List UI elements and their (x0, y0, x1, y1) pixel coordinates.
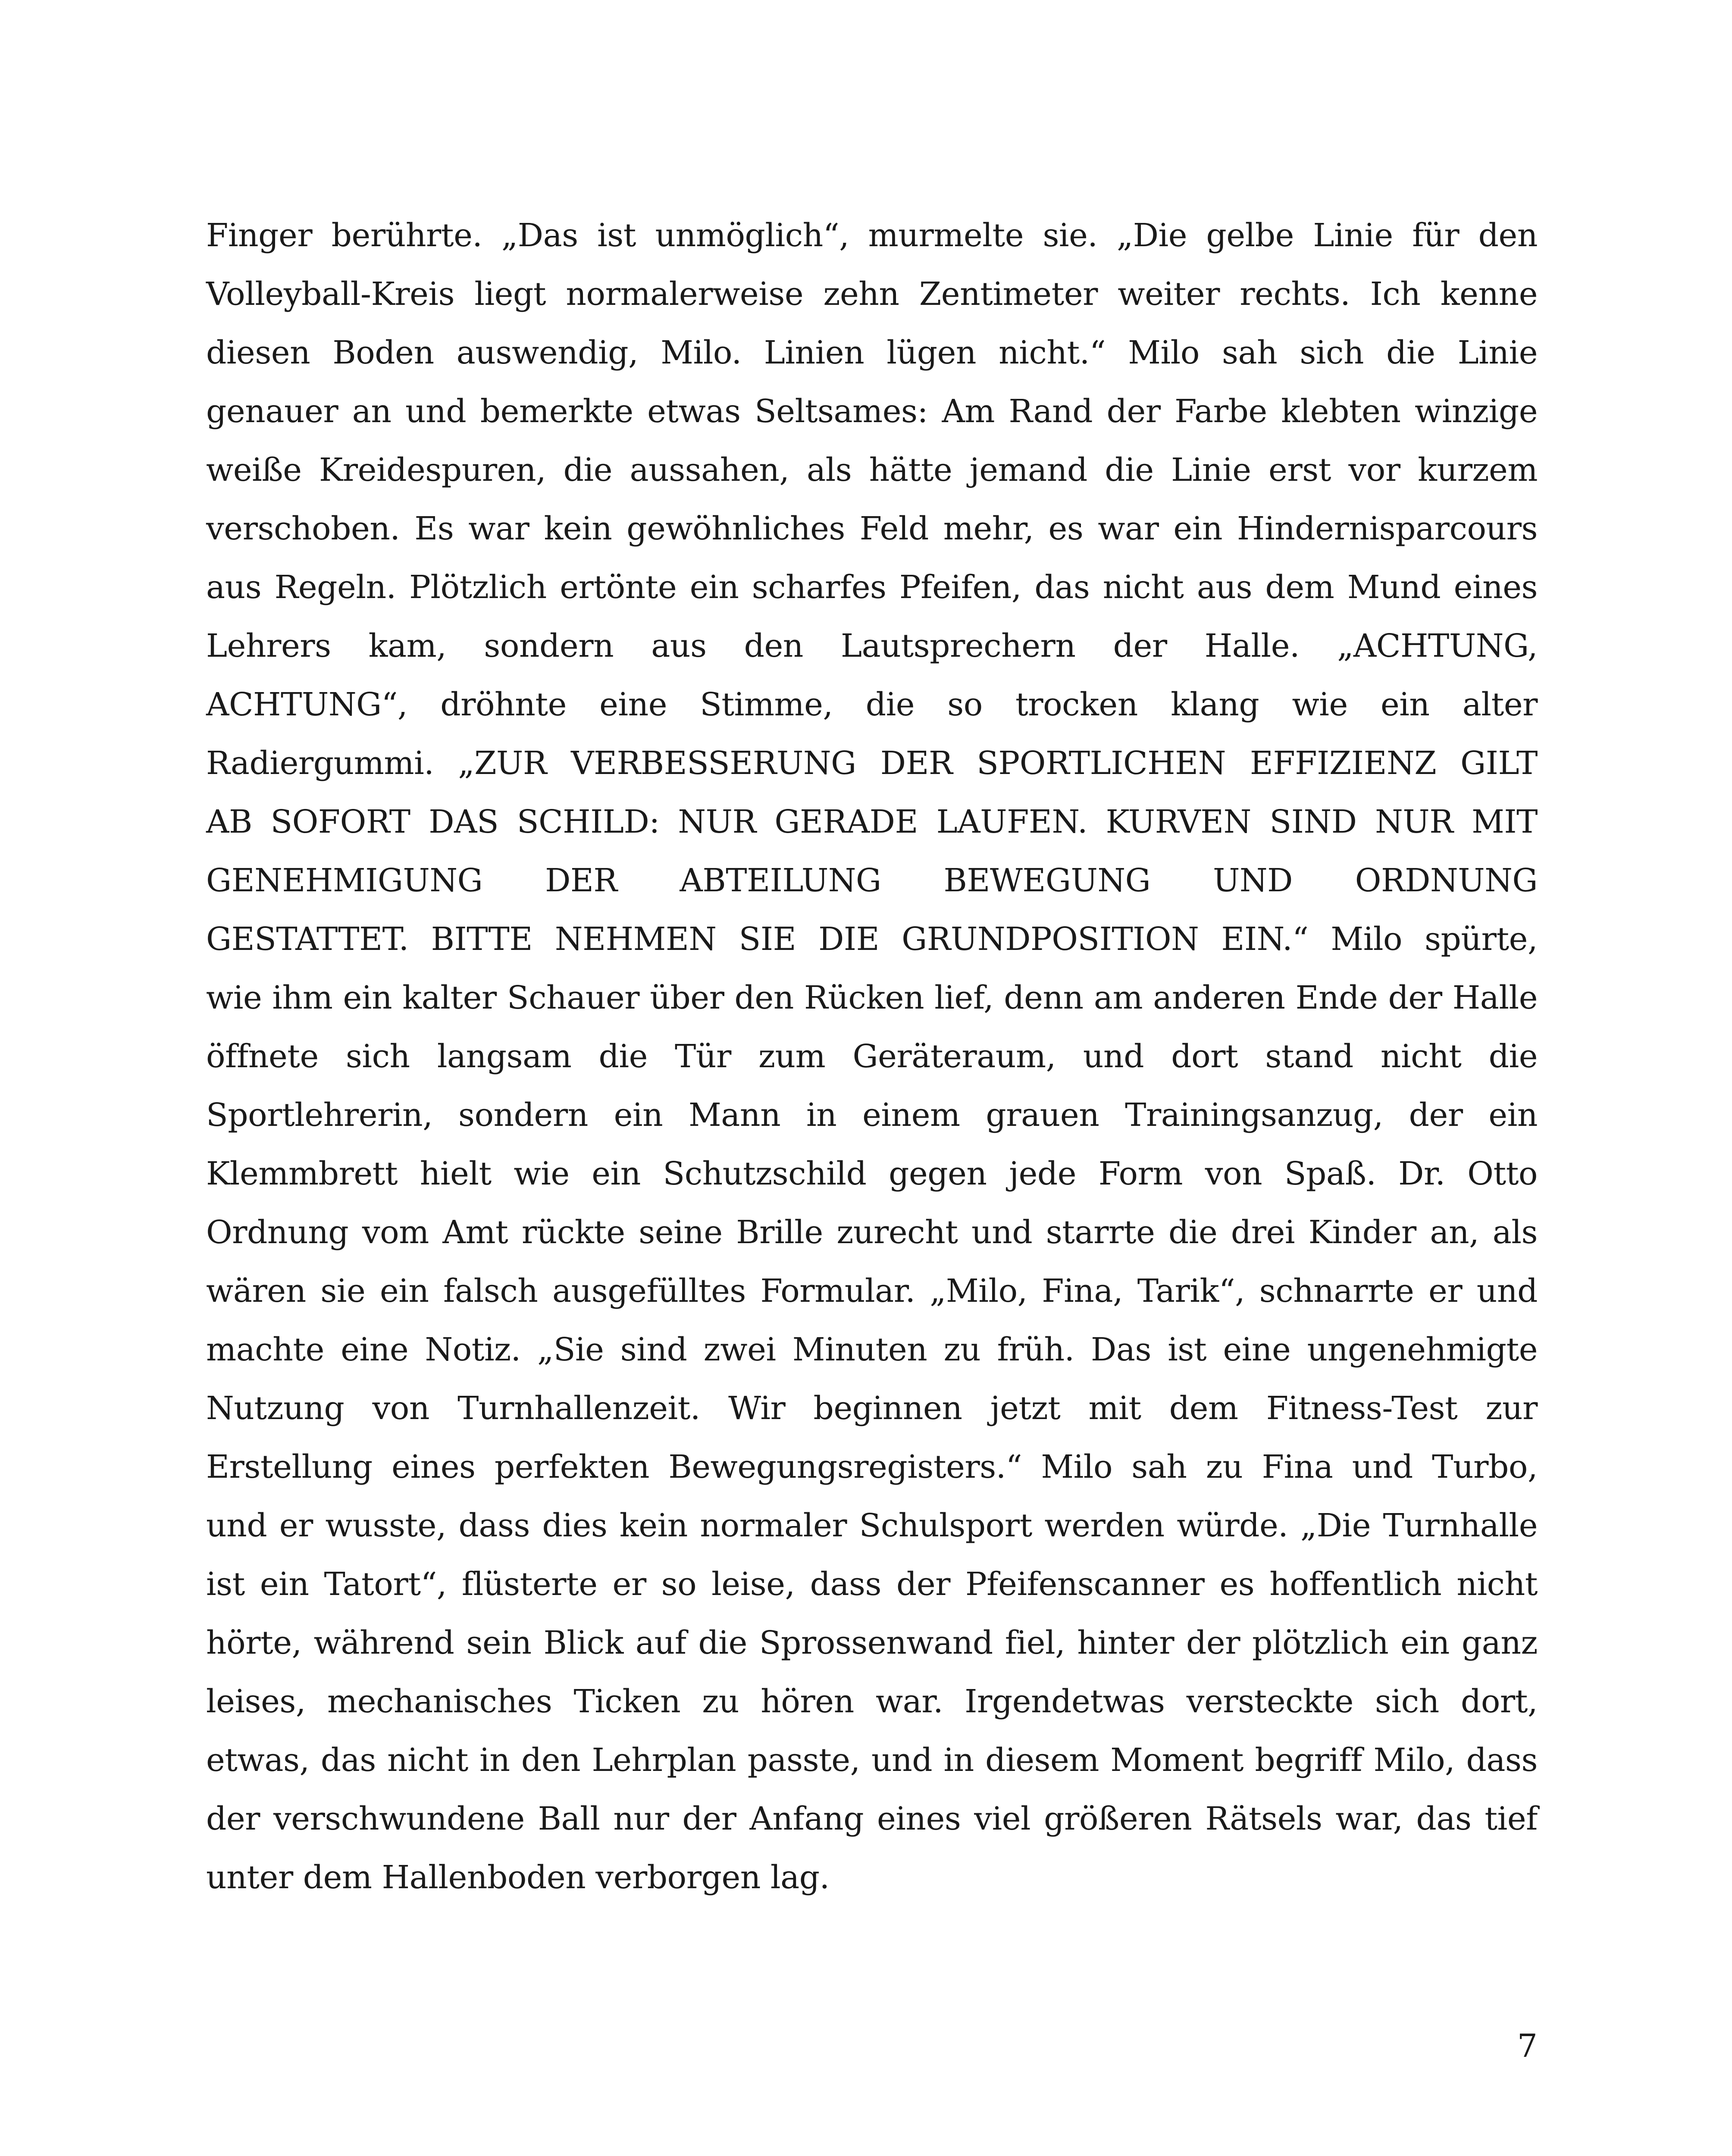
text-line: Radiergummi. „ZUR VERBESSERUNG DER SPORTLICHEN EFFIZIENZ GILT (206, 745, 1538, 782)
text-line: Volleyball-Kreis liegt normalerweise zehn Zentimeter weiter rechts. Ich kenne (206, 276, 1538, 313)
body-paragraph (206, 206, 1538, 1907)
text-line: ACHTUNG“, dröhnte eine Stimme, die so trocken klang wie ein alter (206, 686, 1538, 723)
text-line: GESTATTET. BITTE NEHMEN SIE DIE GRUNDPOSITION EIN.“ Milo spürte, (206, 921, 1538, 958)
text-line: Klemmbrett hielt wie ein Schutzschild gegen jede Form von Spaß. Dr. Otto (206, 1155, 1538, 1192)
page-number: 7 (1517, 2028, 1538, 2065)
text-line: Lehrers kam, sondern aus den Lautsprechern der Halle. „ACHTUNG, (206, 627, 1538, 664)
text-line: öffnete sich langsam die Tür zum Geräteraum, und dort stand nicht die (206, 1038, 1538, 1075)
text-line: GENEHMIGUNG DER ABTEILUNG BEWEGUNG UND ORDNUNG (206, 862, 1538, 899)
text-line: aus Regeln. Plötzlich ertönte ein scharfes Pfeifen, das nicht aus dem Mund eines (206, 569, 1538, 606)
text-line: machte eine Notiz. „Sie sind zwei Minuten zu früh. Das ist eine ungenehmigte (206, 1331, 1538, 1368)
text-line: Nutzung von Turnhallenzeit. Wir beginnen jetzt mit dem Fitness-Test zur (206, 1390, 1538, 1427)
text-line: Erstellung eines perfekten Bewegungsregisters.“ Milo sah zu Fina und Turbo, (206, 1448, 1538, 1485)
text-line: verschoben. Es war kein gewöhnliches Feld mehr, es war ein Hindernisparcours (206, 510, 1538, 547)
text-line: AB SOFORT DAS SCHILD: NUR GERADE LAUFEN. KURVEN SIND NUR MIT (206, 803, 1538, 840)
text-line: leises, mechanisches Ticken zu hören war. Irgendetwas versteckte sich dort, (206, 1683, 1538, 1720)
text-line: weiße Kreidespuren, die aussahen, als hätte jemand die Linie erst vor kurzem (206, 451, 1538, 489)
text-line: Ordnung vom Amt rückte seine Brille zurecht und starrte die drei Kinder an, als (206, 1214, 1538, 1251)
text-line: ist ein Tatort“, flüsterte er so leise, dass der Pfeifenscanner es hoffentlich nicht (206, 1566, 1538, 1603)
text-line: der verschwundene Ball nur der Anfang eines viel größeren Rätsels war, das tief (206, 1800, 1538, 1837)
text-line: Sportlehrerin, sondern ein Mann in einem grauen Trainingsanzug, der ein (206, 1097, 1538, 1134)
text-line: unter dem Hallenboden verborgen lag. (206, 1859, 830, 1896)
text-line: hörte, während sein Blick auf die Sprossenwand fiel, hinter der plötzlich ein ganz (206, 1624, 1538, 1661)
text-line: Finger berührte. „Das ist unmöglich“, murmelte sie. „Die gelbe Linie für den (206, 217, 1538, 254)
text-line: wie ihm ein kalter Schauer über den Rücken lief, denn am anderen Ende der Halle (206, 979, 1538, 1016)
text-line: diesen Boden auswendig, Milo. Linien lügen nicht.“ Milo sah sich die Linie (206, 334, 1538, 371)
text-line: etwas, das nicht in den Lehrplan passte, und in diesem Moment begriff Milo, dass (206, 1742, 1538, 1779)
text-line: genauer an und bemerkte etwas Seltsames: Am Rand der Farbe klebten winzige (206, 393, 1538, 430)
text-line: wären sie ein falsch ausgefülltes Formular. „Milo, Fina, Tarik“, schnarrte er und (206, 1272, 1538, 1310)
text-line: und er wusste, dass dies kein normaler Schulsport werden würde. „Die Turnhalle (206, 1507, 1538, 1544)
